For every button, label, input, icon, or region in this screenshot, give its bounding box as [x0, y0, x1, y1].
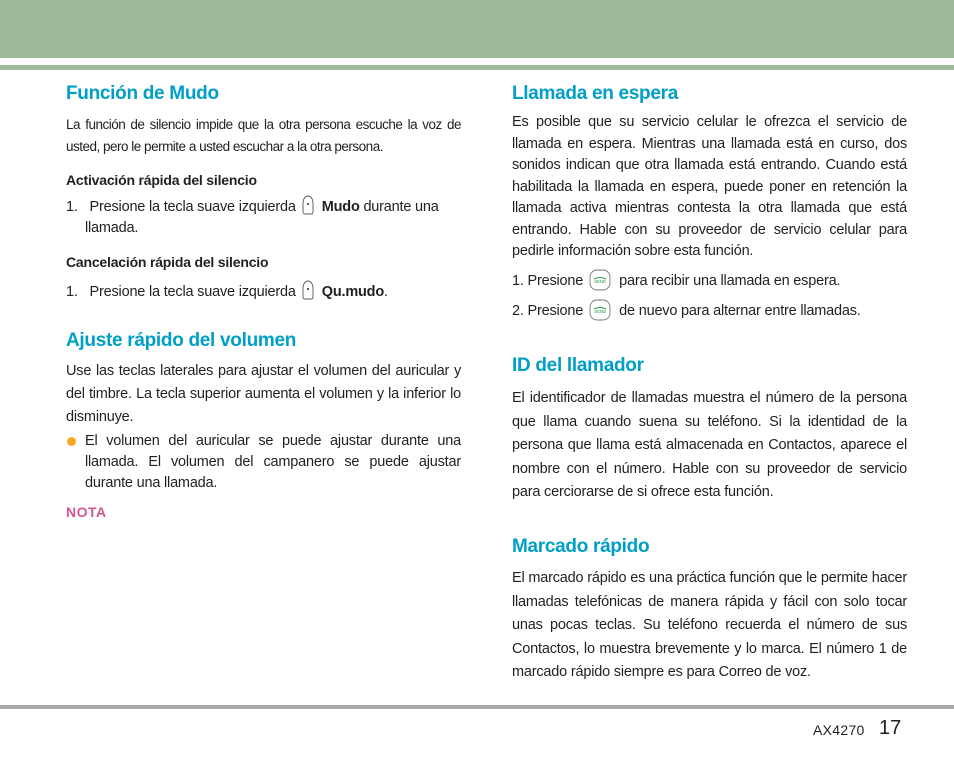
step-text: Presione la tecla suave izquierda [89, 284, 296, 300]
bullet-dot-icon [67, 437, 76, 446]
unmute-step [66, 282, 388, 303]
step-text-after: durante una [359, 199, 439, 215]
mute-intro: La función de silencio impide que la otra persona escuche la voz de usted, pero le permite a usted escuchar a la otra persona. [66, 117, 461, 154]
send-key-icon [589, 269, 611, 291]
step-text-after: . [383, 284, 388, 300]
quick-mute-step-cont: llamada. [85, 220, 139, 236]
left-soft-key-icon [302, 195, 314, 215]
call-waiting-step-2 [512, 300, 861, 322]
caller-id-intro: El identificador de llamadas muestra el número de la persona que llama cuando suena su teléfono. Si la identidad de la persona que llama está almacenada en Contactos, aparece el nombre con el número. Hable con su proveedor de servicio para cerciorarse de si ofrece esta función. [512, 390, 907, 500]
speed-dial-intro: El marcado rápido es una práctica función que le permite hacer llamadas telefónicas de manera rápida y fácil con solo tocar unas pocas teclas. Su teléfono recuerda el número de sus Contactos, lo muestra brevemente y lo marca. El número 1 de marcado rápido siempre es para Correo de voz. [512, 570, 907, 680]
send-key-label: SEND [594, 309, 607, 314]
send-key-label: SEND [594, 279, 607, 284]
header-rule [0, 65, 954, 70]
volume-intro: Use las teclas laterales para ajustar el volumen del auricular y del timbre. La tecla superior aumenta el volumen y la inferior lo disminuye. [66, 363, 461, 425]
footer-rule [0, 705, 954, 709]
mute-key-label: Mudo [321, 199, 360, 215]
volume-heading: Ajuste rápido del volumen [66, 330, 297, 351]
volume-bullet-text: El volumen del auricular se puede ajustar durante una llamada. El volumen del campanero se puede ajustar durante una llamada. [85, 433, 461, 491]
left-soft-key-icon [302, 280, 314, 300]
note-label: NOTA [66, 504, 107, 520]
step-text-after: de nuevo para alternar entre llamadas. [619, 302, 861, 319]
step-text: 2. Presione [512, 302, 584, 319]
step-number: 1. [66, 199, 78, 215]
footer-model: AX4270 [813, 722, 865, 738]
step-text-after: para recibir una llamada en espera. [619, 272, 841, 289]
page-number: 17 [879, 717, 902, 739]
mute-heading: Función de Mudo [66, 83, 219, 104]
quick-mute-heading: Activación rápida del silencio [66, 172, 257, 188]
step-text: Presione la tecla suave izquierda [89, 199, 296, 215]
step-text: 1. Presione [512, 272, 584, 289]
call-waiting-heading: Llamada en espera [512, 83, 678, 104]
unmute-key-label: Qu.mudo [321, 284, 384, 300]
step-number: 1. [66, 284, 78, 300]
call-waiting-step-1 [512, 270, 840, 292]
header-band [0, 0, 954, 58]
send-key-icon [589, 299, 611, 321]
unmute-heading: Cancelación rápida del silencio [66, 254, 269, 270]
call-waiting-intro: Es posible que su servicio celular le ofrezca el servicio de llamada en espera. Mientras una llamada está en curso, dos sonidos indican que otra llamada está entrando. Cuando está habilitada la llamada en espera, puede poner en retención la llamada activa mientras contesta la otra llamada que está entrando. Hable con su proveedor de servicio celular para pedirle información sobre esta función. [512, 114, 907, 259]
speed-dial-heading: Marcado rápido [512, 536, 650, 557]
caller-id-heading: ID del llamador [512, 355, 644, 376]
quick-mute-step [66, 197, 439, 218]
